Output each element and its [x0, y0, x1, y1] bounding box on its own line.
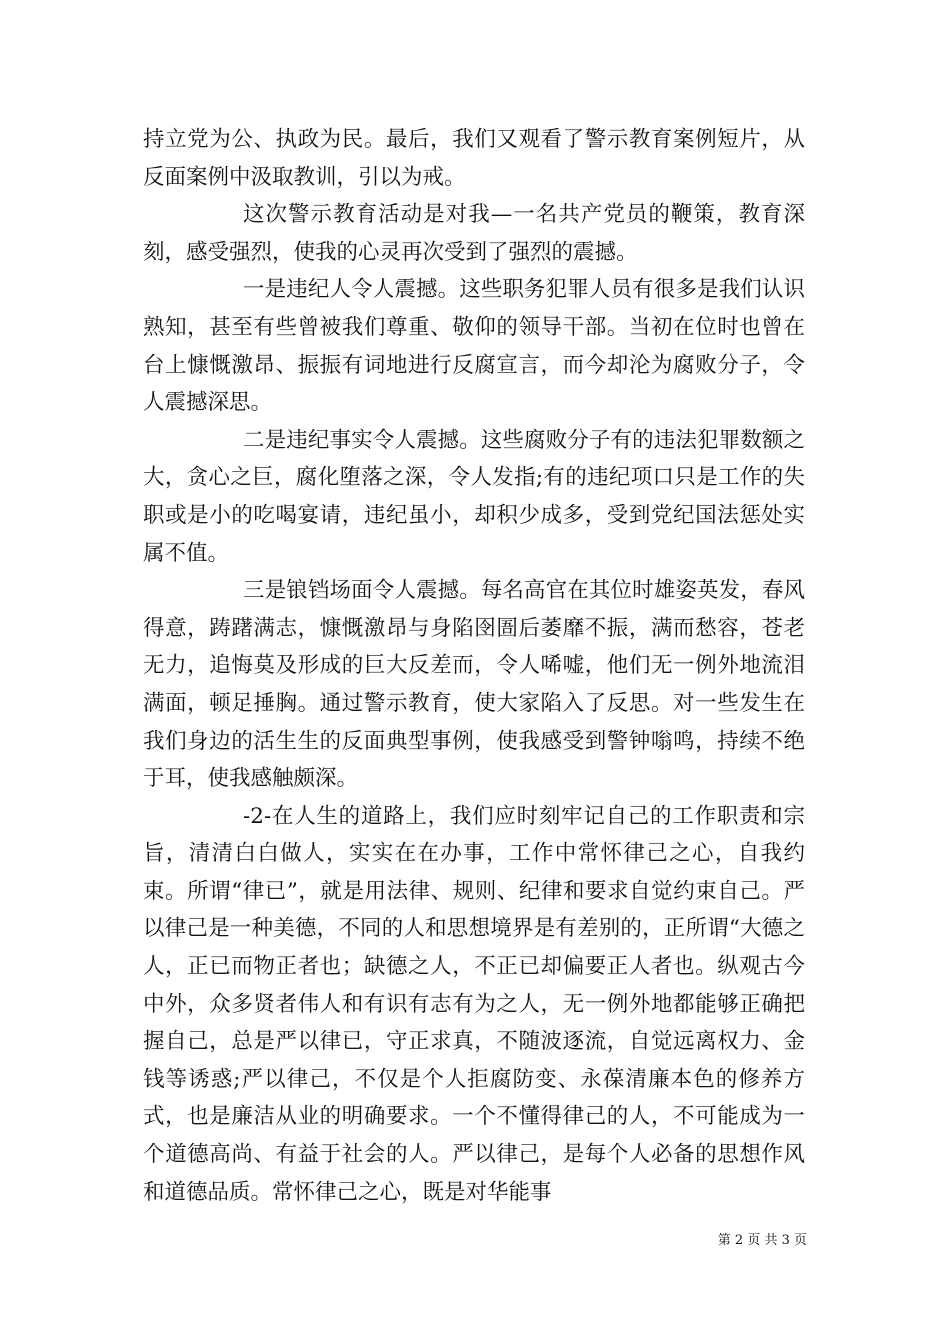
paragraph-4: 二是违纪事实令人震撼。这些腐败分子有的违法犯罪数额之大，贪心之巨，腐化堕落之深，令人发指;有的违纪项口只是工作的失职或是小的吃喝宴请，违纪虽小，却积少成多，受到党纪国法惩处实属不值。	[143, 427, 805, 566]
paragraph-3: 一是违纪人令人震撼。这些职务犯罪人员有很多是我们认识熟知，甚至有些曾被我们尊重、敬仰的领导干部。当初在位时也曾在台上慷慨激昂、振振有词地进行反腐宣言，而今却沦为腐败分子，令人震撼深思。	[143, 277, 805, 416]
paragraph-5: 三是锒铛场面令人震撼。每名高官在其位时雄姿英发，春风得意，踌躇满志，慷慨激昂与身陷囹圄后萎靡不振，满而愁容，苍老无力，追悔莫及形成的巨大反差而，令人唏嘘，他们无一例外地流泪满面，顿足捶胸。通过警示教育，使大家陷入了反思。对一些发生在我们身边的活生生的反面典型事例，使我感受到警钟嗡鸣，持续不绝于耳，使我感触颇深。	[143, 578, 805, 792]
paragraph-1: 持立党为公、执政为民。最后，我们又观看了警示教育案例短片，从反面案例中汲取教训，引以为戒。	[143, 127, 805, 190]
paragraph-2: 这次警示教育活动是对我—一名共产党员的鞭策，教育深刻，感受强烈，使我的心灵再次受到了强烈的震撼。	[143, 202, 805, 265]
page-number-footer: 第 2 页 共 3 页	[717, 1233, 807, 1248]
paragraph-6: -2-在人生的道路上，我们应时刻牢记自己的工作职责和宗旨，清清白白做人，实实在在办事，工作中常怀律己之心，自我约束。所谓“律已”，就是用法律、规则、纪律和要求自觉约束自己。严以律己是一种美德，不同的人和思想境界是有差别的，正所谓“大德之人，正已而物正者也；缺德之人，不正已却偏要正人者也。纵观古今中外，众多贤者伟人和有识有志有为之人，无一例外地都能够正确把握自己，总是严以律已，守正求真，不随波逐流，自觉远离权力、金钱等诱惑;严以律己，不仅是个人拒腐防变、永葆清廉本色的修养方式，也是廉洁从业的明确要求。一个不懂得律己的人，不可能成为一个道德高尚、有益于社会的人。严以律己，是每个人必备的思想作风和道德品质。常怀律己之心，既是对华能事	[143, 803, 805, 1205]
body-text	[143, 121, 805, 1211]
